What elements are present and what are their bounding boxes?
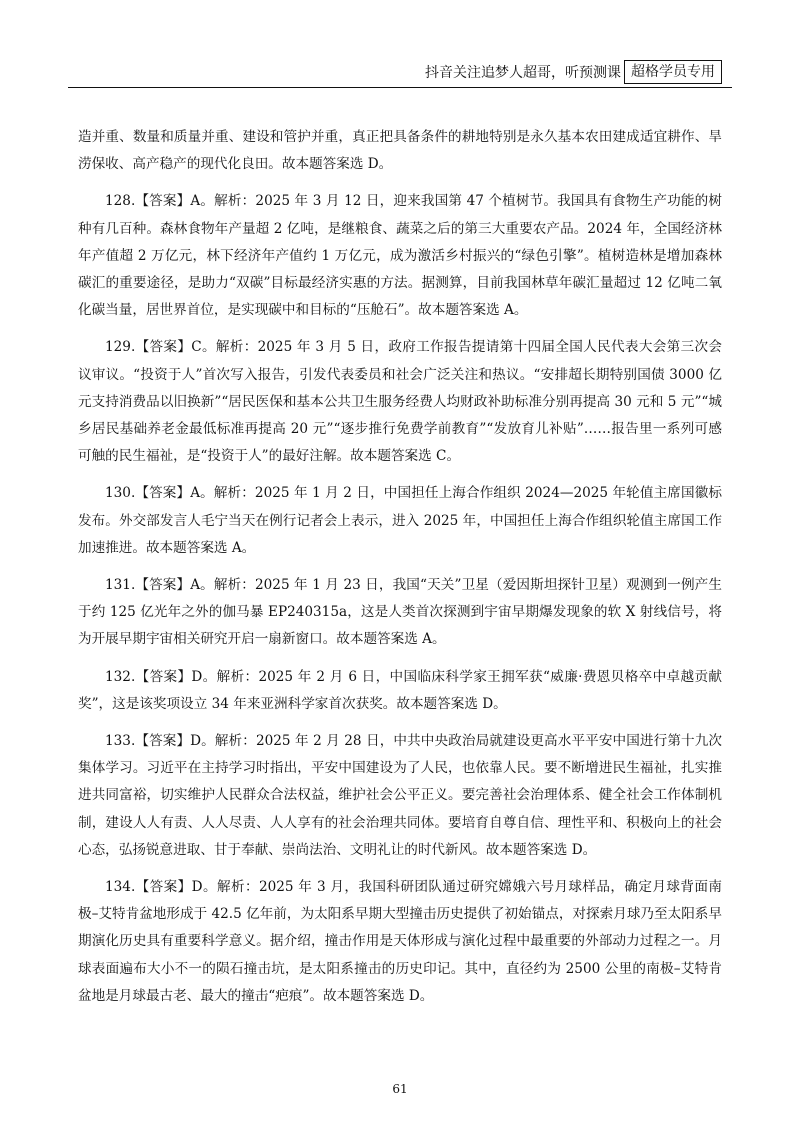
- header-tag: 超格学员专用: [624, 60, 722, 84]
- answer-131: 131.【答案】A。解析：2025 年 1 月 23 日，我国“天关”卫星（爱因斯坦探针卫星）观测到一例产生于约 125 亿光年之外的伽马暴 EP240315a，这是人类首次探测到宇宙早期爆发现象的软 X 射线信号，将为开展早期宇宙相关研究开启一扇新窗口。故本题答案选 A。: [78, 577, 722, 648]
- paragraph-continuation: 造并重、数量和质量并重、建设和管护并重，真正把具备条件的耕地特别是永久基本农田建成适宜耕作、旱涝保收、高产稳产的现代化良田。故本题答案选 D。: [78, 129, 722, 173]
- header-rule: [68, 87, 732, 88]
- answer-129: 129.【答案】C。解析：2025 年 3 月 5 日，政府工作报告提请第十四届全国人民代表大会第三次会议审议。“投资于人”首次写入报告，引发代表委员和社会广泛关注和热议。“安排超长期特别国债 3000 亿元支持消费品以旧换新”“居民医保和基本公共卫生服务经费人均财政补助标准分别再提高 30 元和 5 元”“城乡居民基础养老金最低标准再提高 20 元”“逐步推行免费学前教育”“发放育儿补贴”……报告里一系列可感可触的民生福祉，是“投资于人”的最好注解。故本题答案选 C。: [78, 339, 722, 465]
- answer-128: 128.【答案】A。解析：2025 年 3 月 12 日，迎来我国第 47 个植树节。我国具有食物生产功能的树种有几百种。森林食物年产量超 2 亿吨，是继粮食、蔬菜之后的第三大重要农产品。2024 年，全国经济林年产值超 2 万亿元，林下经济年产值约 1 万亿元，成为激活乡村振兴的“绿色引擎”。植树造林是增加森林碳汇的重要途径，是助力“双碳”目标最经济实惠的方法。据测算，目前我国林草年碳汇量超过 12 亿吨二氧化碳当量，居世界首位，是实现碳中和目标的“压舱石”。故本题答案选 A。: [78, 193, 722, 319]
- answer-explanations: [78, 124, 722, 1020]
- answer-130: 130.【答案】A。解析：2025 年 1 月 2 日，中国担任上海合作组织 2024—2025 年轮值主席国徽标发布。外交部发言人毛宁当天在例行记者会上表示，进入 2025 年，中国担任上海合作组织轮值主席国工作加速推进。故本题答案选 A。: [78, 485, 722, 556]
- answer-134: 134.【答案】D。解析：2025 年 3 月，我国科研团队通过研究嫦娥六号月球样品，确定月球背面南极–艾特肯盆地形成于 42.5 亿年前，为太阳系早期大型撞击历史提供了初始锚点，对探索月球乃至太阳系早期演化历史具有重要科学意义。据介绍，撞击作用是天体形成与演化过程中最重要的外部动力过程之一。月球表面遍布大小不一的陨石撞击坑，是太阳系撞击的历史印记。其中，直径约为 2500 公里的南极–艾特肯盆地是月球最古老、最大的撞击“疤痕”。故本题答案选 D。: [78, 879, 722, 1004]
- page-header: [425, 60, 722, 84]
- page-number: 61: [392, 1082, 408, 1096]
- header-note: 抖音关注追梦人超哥，听预测课: [425, 65, 621, 81]
- answer-132: 132.【答案】D。解析：2025 年 2 月 6 日，中国临床科学家王拥军获“威廉·费恩贝格卒中卓越贡献奖”，这是该奖项设立 34 年来亚洲科学家首次获奖。故本题答案选 D。: [78, 668, 722, 712]
- answer-133: 133.【答案】D。解析：2025 年 2 月 28 日，中共中央政治局就建设更高水平平安中国进行第十九次集体学习。习近平在主持学习时指出，平安中国建设为了人民，也依靠人民。要不断增进民生福祉，扎实推进共同富裕，切实维护人民群众合法权益，维护社会公平正义。要完善社会治理体系、健全社会工作体制机制，建设人人有责、人人尽责、人人享有的社会治理共同体。要培育自尊自信、理性平和、积极向上的社会心态，弘扬锐意进取、甘于奉献、崇尚法治、文明礼让的时代新风。故本题答案选 D。: [78, 733, 722, 858]
